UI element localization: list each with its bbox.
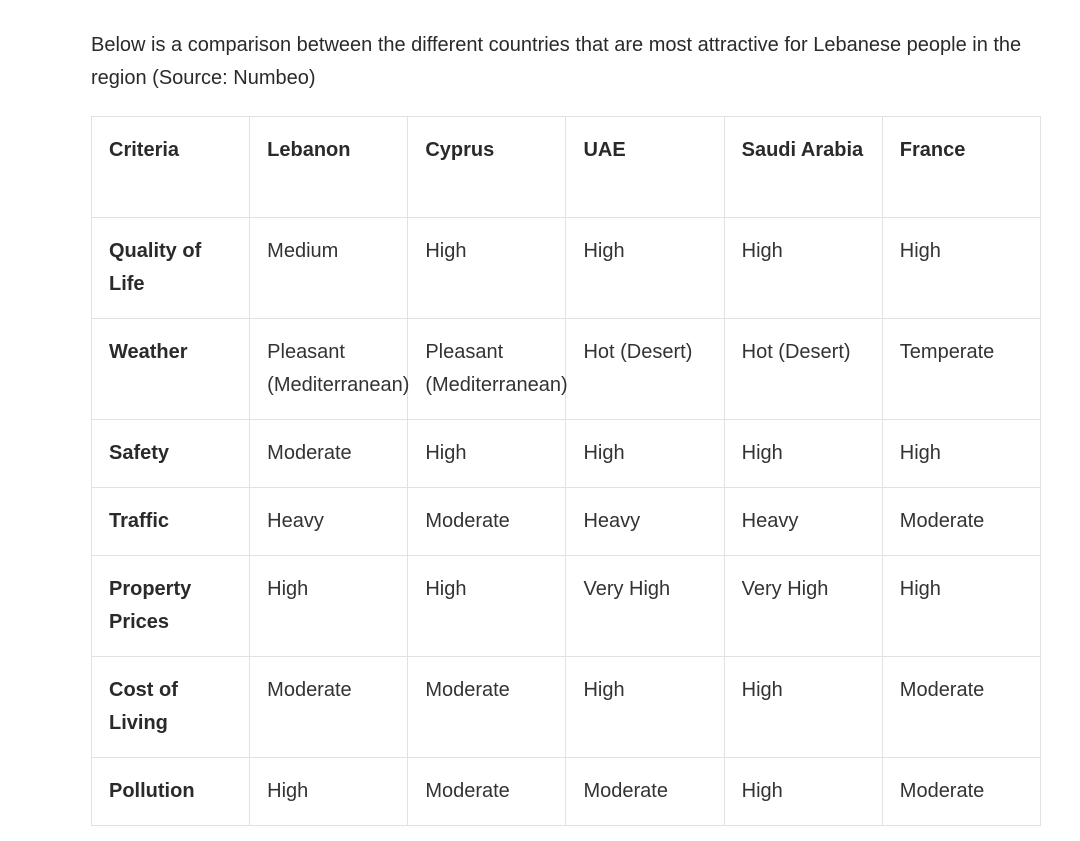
row-label-quality-of-life: Quality of Life bbox=[92, 218, 250, 319]
table-cell: Moderate bbox=[250, 420, 408, 488]
table-cell: Pleasant (Mediterranean) bbox=[408, 319, 566, 420]
table-cell: Moderate bbox=[882, 758, 1040, 826]
table-row bbox=[92, 488, 1041, 556]
header-saudi-arabia: Saudi Arabia bbox=[724, 117, 882, 218]
table-row bbox=[92, 556, 1041, 657]
table-cell: High bbox=[724, 758, 882, 826]
row-label-weather: Weather bbox=[92, 319, 250, 420]
table-cell: High bbox=[566, 218, 724, 319]
table-cell: Moderate bbox=[566, 758, 724, 826]
table-row bbox=[92, 218, 1041, 319]
table-cell: High bbox=[250, 556, 408, 657]
table-cell: Heavy bbox=[250, 488, 408, 556]
table-row bbox=[92, 657, 1041, 758]
table-row bbox=[92, 319, 1041, 420]
table-cell: Temperate bbox=[882, 319, 1040, 420]
header-criteria: Criteria bbox=[92, 117, 250, 218]
comparison-table bbox=[91, 116, 1041, 826]
row-label-safety: Safety bbox=[92, 420, 250, 488]
header-cyprus: Cyprus bbox=[408, 117, 566, 218]
row-label-traffic: Traffic bbox=[92, 488, 250, 556]
table-cell: Very High bbox=[724, 556, 882, 657]
table-cell: Hot (Desert) bbox=[566, 319, 724, 420]
table-cell: Moderate bbox=[882, 488, 1040, 556]
table-cell: High bbox=[882, 218, 1040, 319]
table-row bbox=[92, 420, 1041, 488]
table-cell: High bbox=[882, 556, 1040, 657]
article-content bbox=[91, 29, 1041, 802]
table-cell: High bbox=[250, 758, 408, 826]
row-label-property-prices: Property Prices bbox=[92, 556, 250, 657]
row-label-pollution: Pollution bbox=[92, 758, 250, 826]
table-row bbox=[92, 758, 1041, 826]
table-cell: High bbox=[408, 420, 566, 488]
header-france: France bbox=[882, 117, 1040, 218]
table-cell: Very High bbox=[566, 556, 724, 657]
table-cell: High bbox=[724, 420, 882, 488]
table-cell: Medium bbox=[250, 218, 408, 319]
table-cell: High bbox=[566, 657, 724, 758]
table-cell: Pleasant (Mediterranean) bbox=[250, 319, 408, 420]
table-cell: High bbox=[724, 218, 882, 319]
table-cell: Heavy bbox=[724, 488, 882, 556]
intro-paragraph: Below is a comparison between the different countries that are most attractive for Lebanese people in the region (Source: Numbeo) bbox=[91, 34, 1022, 89]
table-cell: Moderate bbox=[408, 657, 566, 758]
table-cell: Moderate bbox=[250, 657, 408, 758]
table-cell: High bbox=[408, 218, 566, 319]
header-uae: UAE bbox=[566, 117, 724, 218]
table-header-row bbox=[92, 117, 1041, 218]
table-cell: Moderate bbox=[408, 758, 566, 826]
table-cell: Hot (Desert) bbox=[724, 319, 882, 420]
table-cell: High bbox=[724, 657, 882, 758]
table-cell: Moderate bbox=[408, 488, 566, 556]
table-cell: High bbox=[882, 420, 1040, 488]
header-lebanon: Lebanon bbox=[250, 117, 408, 218]
table-cell: Heavy bbox=[566, 488, 724, 556]
table-cell: High bbox=[408, 556, 566, 657]
row-label-cost-of-living: Cost of Living bbox=[92, 657, 250, 758]
table-cell: Moderate bbox=[882, 657, 1040, 758]
table-cell: High bbox=[566, 420, 724, 488]
